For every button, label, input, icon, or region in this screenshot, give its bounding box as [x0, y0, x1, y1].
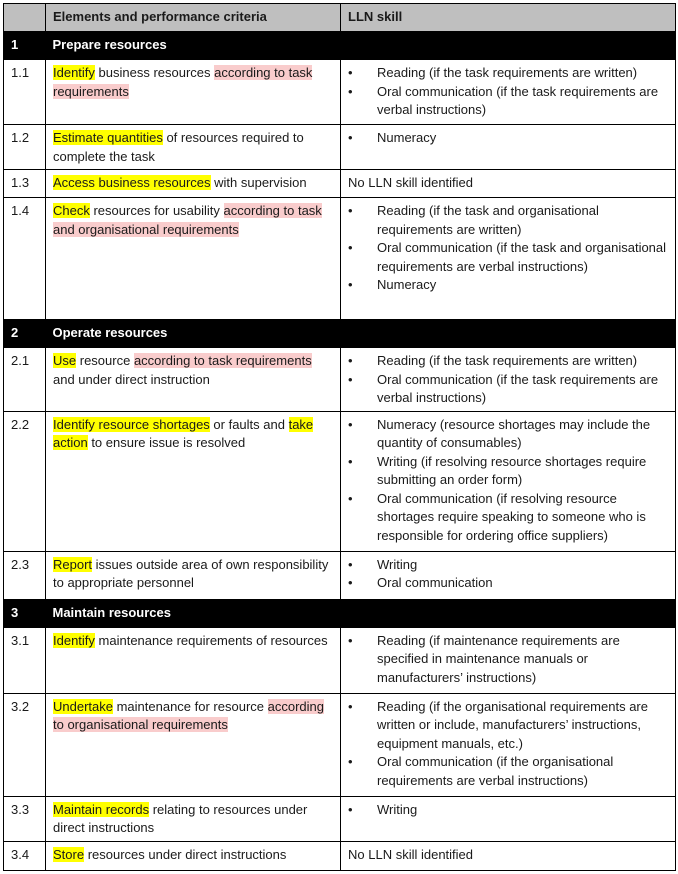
criterion-text-segment: maintenance for resource	[112, 698, 268, 714]
skill-list	[348, 556, 669, 593]
criterion-number: 1.4	[4, 198, 46, 320]
criterion-text	[46, 551, 341, 599]
header-lln-skill: LLN skill	[341, 4, 676, 32]
action-verb-highlight: Check	[53, 203, 90, 218]
lln-criteria-table	[3, 3, 676, 871]
lln-skill-cell	[341, 627, 676, 693]
table-row	[4, 841, 676, 870]
criterion-text-segment: and under direct instruction	[53, 371, 210, 387]
skill-list-item: • Reading (if the task requirements are written)	[348, 64, 669, 83]
section-empty-cell	[341, 320, 676, 348]
table-row	[4, 796, 676, 841]
criterion-number: 3.4	[4, 841, 46, 870]
section-number: 1	[4, 32, 46, 60]
lln-skill-cell	[341, 551, 676, 599]
table-header-row	[4, 4, 676, 32]
lln-skill-cell	[341, 198, 676, 320]
context-highlight: according to organisational requirements	[53, 698, 324, 732]
criterion-number: 1.2	[4, 125, 46, 170]
section-row	[4, 320, 676, 348]
header-criteria: Elements and performance criteria	[46, 4, 341, 32]
criterion-number: 3.2	[4, 693, 46, 796]
action-verb-highlight: Use	[53, 353, 77, 368]
action-verb-highlight: Report	[53, 556, 93, 572]
criterion-text	[46, 348, 341, 412]
criterion-text	[46, 841, 341, 870]
context-highlight: according to task requirements	[133, 353, 312, 368]
criterion-number: 3.1	[4, 627, 46, 693]
table-row	[4, 170, 676, 198]
context-highlight: according to task and organisational requirements	[53, 203, 322, 237]
action-verb-highlight: Undertake	[53, 698, 113, 714]
skill-list	[348, 64, 669, 120]
criterion-text-segment: to ensure issue is resolved	[87, 435, 246, 450]
lln-skill-cell	[341, 693, 676, 796]
criterion-text	[46, 411, 341, 551]
section-number: 3	[4, 599, 46, 627]
context-highlight: according to task requirements	[53, 65, 313, 99]
skill-list	[348, 352, 669, 408]
skill-list-item: • Reading (if the task and organisational requirements are written)	[348, 202, 669, 239]
criterion-number: 2.3	[4, 551, 46, 599]
header-number	[4, 4, 46, 32]
table-row	[4, 551, 676, 599]
lln-skill-cell	[341, 170, 676, 198]
skill-list-item: • Numeracy (resource shortages may include the quantity of consumables)	[348, 416, 669, 453]
lln-skill-cell	[341, 841, 676, 870]
table-row	[4, 60, 676, 125]
skill-list-item: • Writing (if resolving resource shortages require submitting an order form)	[348, 453, 669, 490]
criterion-number: 2.2	[4, 411, 46, 551]
section-title: Maintain resources	[46, 599, 341, 627]
section-row	[4, 32, 676, 60]
skill-list	[348, 129, 669, 148]
lln-skill-cell	[341, 125, 676, 170]
action-verb-highlight: Store	[53, 846, 85, 862]
section-title: Prepare resources	[46, 32, 341, 60]
skill-list-item: • Oral communication (if resolving resource shortages require speaking to someone who is responsible for ordering office suppliers)	[348, 490, 669, 546]
skill-list-item: • Reading (if the task requirements are written)	[348, 352, 669, 371]
lln-skill-cell	[341, 411, 676, 551]
table-body	[4, 32, 676, 871]
table-row	[4, 348, 676, 412]
table-row	[4, 411, 676, 551]
skill-list-item: • Oral communication (if the task and organisational requirements are verbal instructions)	[348, 239, 669, 276]
skill-list	[348, 202, 669, 295]
skill-list	[348, 632, 669, 688]
criterion-text	[46, 693, 341, 796]
action-verb-highlight: take action	[53, 416, 314, 450]
skill-list-item: • Oral communication	[348, 574, 669, 593]
section-empty-cell	[341, 32, 676, 60]
skill-list-item: • Reading (if maintenance requirements are specified in maintenance manuals or manufacturers’ instructions)	[348, 632, 669, 688]
section-title: Operate resources	[46, 320, 341, 348]
criterion-number: 3.3	[4, 796, 46, 841]
criterion-text	[46, 627, 341, 693]
criterion-text-segment: maintenance requirements of resources	[94, 632, 328, 648]
skill-list-item: • Oral communication (if the task requirements are verbal instructions)	[348, 83, 669, 120]
section-empty-cell	[341, 599, 676, 627]
skill-list	[348, 801, 669, 820]
skill-list	[348, 698, 669, 791]
lln-skill-cell	[341, 60, 676, 125]
skill-list-item: • Numeracy	[348, 129, 669, 148]
skill-list-item: • Oral communication (if the organisational requirements are verbal instructions)	[348, 753, 669, 790]
criterion-text-segment: resources for usability	[89, 203, 224, 218]
criterion-text-segment: business resources	[94, 65, 215, 80]
section-number: 2	[4, 320, 46, 348]
criterion-text-segment: resources under direct instructions	[84, 846, 287, 862]
criterion-text-segment: of resources required to complete the task	[53, 130, 304, 164]
criterion-text	[46, 796, 341, 841]
criterion-text	[46, 170, 341, 198]
table-row	[4, 198, 676, 320]
table-row	[4, 693, 676, 796]
skill-list-item: • Writing	[348, 556, 669, 575]
skill-list-item: • Writing	[348, 801, 669, 820]
criterion-number: 2.1	[4, 348, 46, 412]
skill-list-item: • Numeracy	[348, 276, 669, 295]
criterion-text	[46, 198, 341, 320]
criterion-number: 1.1	[4, 60, 46, 125]
skill-list-item: • Oral communication (if the task requirements are verbal instructions)	[348, 371, 669, 408]
criterion-text	[46, 60, 341, 125]
action-verb-highlight: Identify	[53, 632, 95, 648]
action-verb-highlight: Access business resources	[53, 175, 211, 190]
criterion-text-segment: issues outside area of own responsibility to appropriate personnel	[53, 556, 329, 590]
action-verb-highlight: Identify resource shortages	[53, 416, 210, 432]
criterion-text	[46, 125, 341, 170]
criterion-text-segment: or faults and	[209, 416, 289, 432]
table-row	[4, 125, 676, 170]
criterion-number: 1.3	[4, 170, 46, 198]
lln-skill-cell	[341, 348, 676, 412]
table-row	[4, 627, 676, 693]
criterion-text-segment: resource	[76, 353, 134, 368]
lln-skill-cell	[341, 796, 676, 841]
criterion-text-segment: with supervision	[210, 175, 307, 190]
no-skill-text: No LLN skill identified	[348, 846, 474, 862]
no-skill-text: No LLN skill identified	[348, 175, 474, 190]
skill-list	[348, 416, 669, 546]
section-row	[4, 599, 676, 627]
action-verb-highlight: Identify	[53, 65, 95, 80]
skill-list-item: • Reading (if the organisational requirements are written or include, manufacturers’ instructions, equipment manuals, etc.)	[348, 698, 669, 754]
action-verb-highlight: Maintain records	[53, 801, 150, 817]
action-verb-highlight: Estimate quantities	[53, 130, 163, 145]
criterion-text-segment: relating to resources under direct instructions	[53, 801, 308, 835]
